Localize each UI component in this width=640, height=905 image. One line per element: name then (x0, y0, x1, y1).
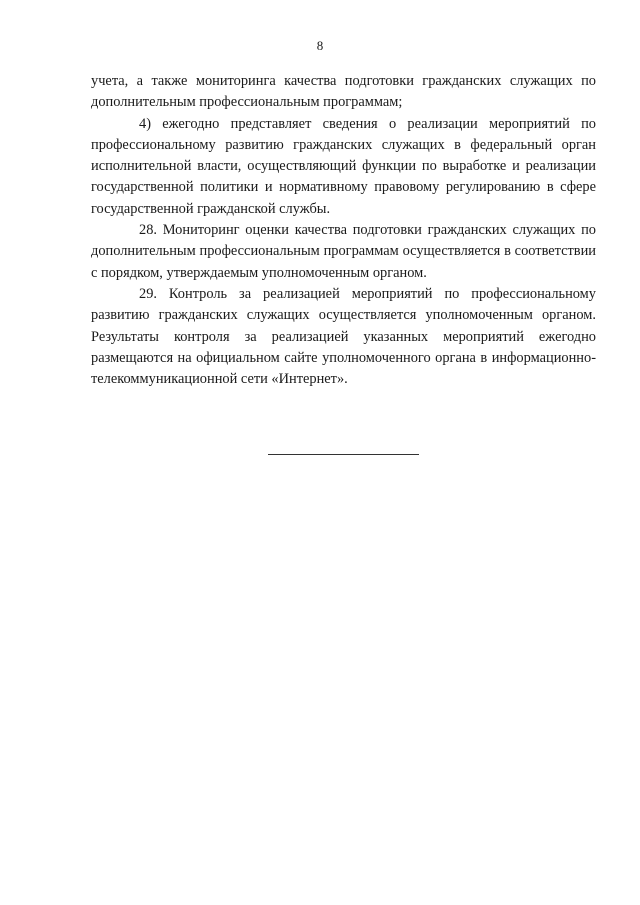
paragraph-item-4: 4) ежегодно представляет сведения о реализации мероприятий по профессиональному развитию гражданских служащих в федеральный орган исполнительной власти, осуществляющий функции по выработке и реализации государственной политики и нормативному правовому регулированию в сфере государственной гражданской службы. (91, 115, 596, 217)
document-body (91, 71, 596, 390)
end-separator-line (268, 454, 419, 455)
paragraph-continuation: учета, а также мониторинга качества подготовки гражданских служащих по дополнительным профессиональным программам; (91, 73, 596, 111)
page-number: 8 (316, 38, 324, 53)
paragraph-clause-28: 28. Мониторинг оценки качества подготовки гражданских служащих по дополнительным профессиональным программам осуществляется в соответствии с порядком, утверждаемым уполномоченным органом. (91, 222, 596, 281)
paragraph-clause-29: 29. Контроль за реализацией мероприятий по профессиональному развитию гражданских служащих осуществляется уполномоченным органом. Результаты контроля за реализацией указанных мероприятий ежегодно размещаются на официальном сайте уполномоченного органа в информационно-телекоммуникационной сети «Интернет». (91, 285, 596, 388)
